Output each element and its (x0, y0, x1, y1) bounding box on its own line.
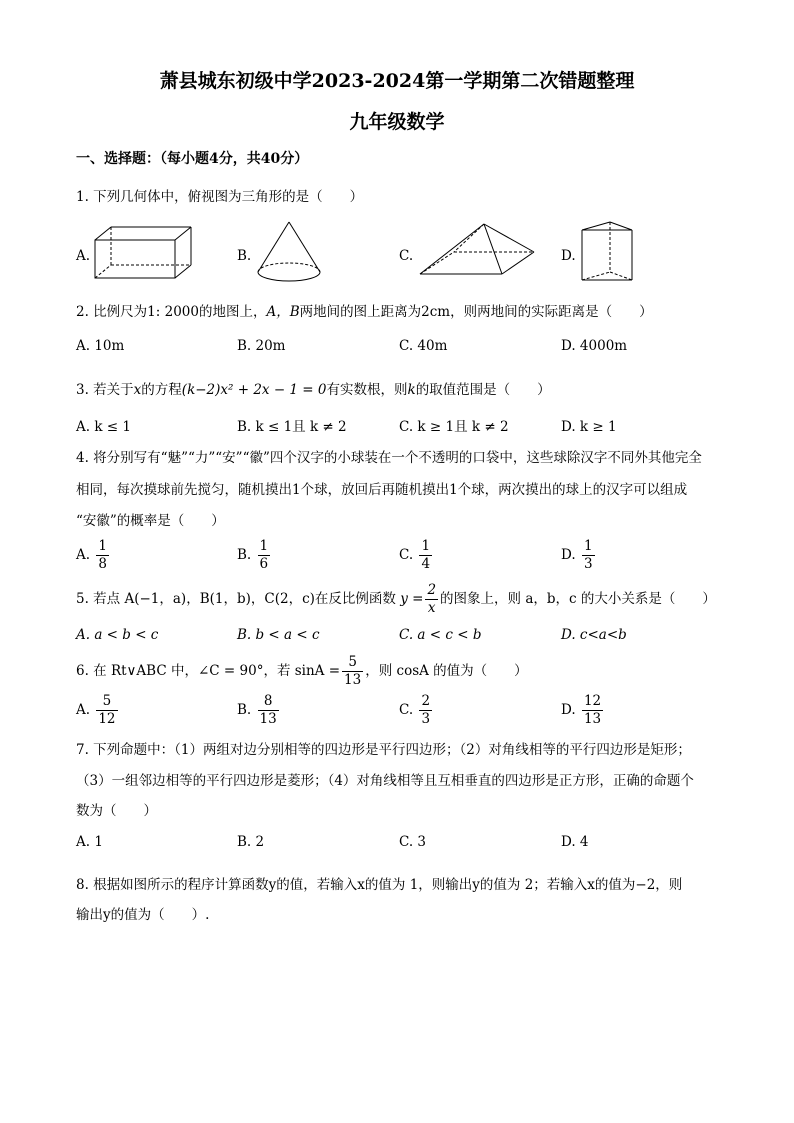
q3-option-d: D. k ≥ 1 (561, 419, 617, 435)
q8-stem-line2: 输出y的值为（ ）. (76, 907, 210, 923)
q7-option-c: C. 3 (399, 834, 427, 850)
q3-stem-c: 有实数根，则 (326, 382, 408, 398)
q1-option-b-label: B. (237, 248, 252, 264)
q2-option-a: A. 10m (76, 338, 125, 354)
q3-option-a: A. k ≤ 1 (76, 419, 131, 435)
q7-stem-line2: （3）一组邻边相等的平行四边形是菱形；（4）对角线相等且互相垂直的四边形是正方形，正确的命题个 (76, 773, 694, 789)
q5-option-b: B. b < a < c (237, 627, 320, 643)
numerator: 1 (421, 538, 431, 554)
q3-var-k: k (407, 382, 416, 398)
q6-stem (76, 654, 528, 689)
denominator: 13 (259, 711, 277, 727)
q7-option-d: D. 4 (561, 834, 589, 850)
q1-stem: 1. 下列几何体中，俯视图为三角形的是（ ） (76, 189, 364, 205)
numerator: 1 (98, 538, 107, 554)
q1-option-c-label: C. (399, 248, 414, 264)
q8-stem-line1: 8. 根据如图所示的程序计算函数y的值，若输入x的值为 1，则输出y的值为 2；若输入x的值为−2，则 (76, 877, 683, 893)
q6-option-b-label: B. (237, 702, 252, 718)
q6-option-d (561, 693, 605, 728)
q2-option-b: B. 20m (237, 338, 286, 354)
q2-points: A，B (266, 304, 300, 320)
q6-option-b (237, 693, 281, 728)
q6-fraction (342, 654, 363, 689)
q3-option-b: B. k ≤ 1且 k ≠ 2 (237, 419, 347, 435)
q6-stem-a: 6. 在 Rt∨ABC 中，∠C = 90°，若 sinA = (76, 663, 341, 679)
cone-figure (254, 220, 324, 284)
denominator: 12 (98, 711, 116, 727)
denominator: 6 (259, 556, 269, 572)
q4-option-d-label: D. (561, 547, 576, 563)
numerator: 5 (342, 654, 363, 672)
q4-option-a (76, 538, 111, 573)
numerator: 12 (583, 693, 602, 709)
q7-option-b: B. 2 (237, 834, 265, 850)
q3-equation: (k−2)x² + 2x − 1 = 0 (181, 382, 327, 398)
q6-option-d-label: D. (561, 702, 576, 718)
numerator: 5 (96, 693, 117, 711)
denominator: x (427, 600, 436, 616)
q4-option-a-fraction (96, 538, 109, 573)
denominator: 3 (583, 556, 593, 572)
q4-option-c-fraction (419, 538, 432, 573)
q2-option-c: C. 40m (399, 338, 448, 354)
q6-option-d-fraction (582, 693, 603, 728)
numerator: 1 (259, 538, 269, 554)
q3-var-x: x (133, 382, 142, 398)
page-subtitle: 九年级数学 (349, 111, 445, 133)
numerator: 8 (258, 693, 279, 711)
q1-option-a-label: A. (76, 248, 91, 264)
q4-option-b (237, 538, 272, 573)
q5-option-d: D. c<a<b (561, 627, 627, 643)
q4-option-b-fraction (258, 538, 271, 573)
q4-stem-line1: 4. 将分别写有“魅”“力”“安”“徽”四个汉字的小球装在一个不透明的口袋中，这些球除汉字不同外其他完全 (76, 450, 702, 466)
q4-stem-line3: “安徽”的概率是（ ） (76, 513, 225, 529)
q6-option-b-fraction (258, 693, 279, 728)
numerator: 2 (421, 693, 431, 709)
pyramid-figure (418, 222, 538, 278)
q2-option-d: D. 4000m (561, 338, 628, 354)
q4-option-c-label: C. (399, 547, 414, 563)
q3-stem-a: 3. 若关于 (76, 382, 134, 398)
q6-option-c-label: C. (399, 702, 414, 718)
q5-option-a: A. a < b < c (76, 627, 159, 643)
page-title: 萧县城东初级中学2023-2024第一学期第二次错题整理 (159, 70, 635, 92)
q3-stem-d: 的取值范围是（ ） (415, 382, 551, 398)
q5-fraction (425, 582, 438, 617)
q2-stem (76, 302, 653, 322)
q5-stem-b: 的图象上，则 a，b，c 的大小关系是（ ） (440, 591, 716, 607)
q6-option-c-fraction (419, 693, 432, 728)
q4-option-d-fraction (582, 538, 595, 573)
q4-option-b-label: B. (237, 547, 252, 563)
q6-option-a-fraction (96, 693, 117, 728)
q3-option-c: C. k ≥ 1且 k ≠ 2 (399, 419, 509, 435)
q5-option-c: C. a < c < b (399, 627, 482, 643)
denominator: 4 (421, 556, 431, 572)
q3-stem-b: 的方程 (141, 382, 182, 398)
cuboid-figure (93, 224, 193, 280)
q4-option-a-label: A. (76, 547, 91, 563)
q7-option-a: A. 1 (76, 834, 103, 850)
denominator: 8 (98, 556, 107, 572)
q7-stem-line3: 数为（ ） (76, 803, 157, 819)
q4-stem-line2: 相同，每次摸球前先搅匀，随机摸出1个球，放回后再随机摸出1个球，两次摸出的球上的汉字可以组成 (76, 482, 688, 498)
q2-stem-a: 2. 比例尺为1: 2000的地图上， (76, 304, 267, 320)
denominator: 3 (421, 711, 431, 727)
denominator: 13 (583, 711, 602, 727)
q1-option-d-label: D. (561, 248, 576, 264)
q6-stem-b: ，则 cosA 的值为（ ） (365, 663, 528, 679)
numerator: 2 (427, 582, 437, 598)
q4-option-d (561, 538, 597, 573)
q6-option-a-label: A. (76, 702, 91, 718)
denominator: 13 (344, 672, 362, 688)
triangular-prism-figure (580, 220, 636, 284)
q7-stem-line1: 7. 下列命题中：（1）两组对边分别相等的四边形是平行四边形；（2）对角线相等的平行四边形是矩形； (76, 742, 691, 758)
q4-option-c (399, 538, 434, 573)
q5-stem (76, 582, 716, 617)
q5-stem-a: 5. 若点 A(−1，a)，B(1，b)，C(2，c)在反比例函数 (76, 591, 396, 607)
q6-option-a (76, 693, 120, 728)
q6-option-c (399, 693, 434, 728)
q5-y-eq: y = (400, 591, 424, 607)
section-heading: 一、选择题：（每小题4分，共40分） (76, 151, 309, 167)
numerator: 1 (583, 538, 593, 554)
q3-stem (76, 380, 551, 400)
q2-stem-b: 两地间的图上距离为2cm，则两地间的实际距离是（ ） (299, 304, 653, 320)
